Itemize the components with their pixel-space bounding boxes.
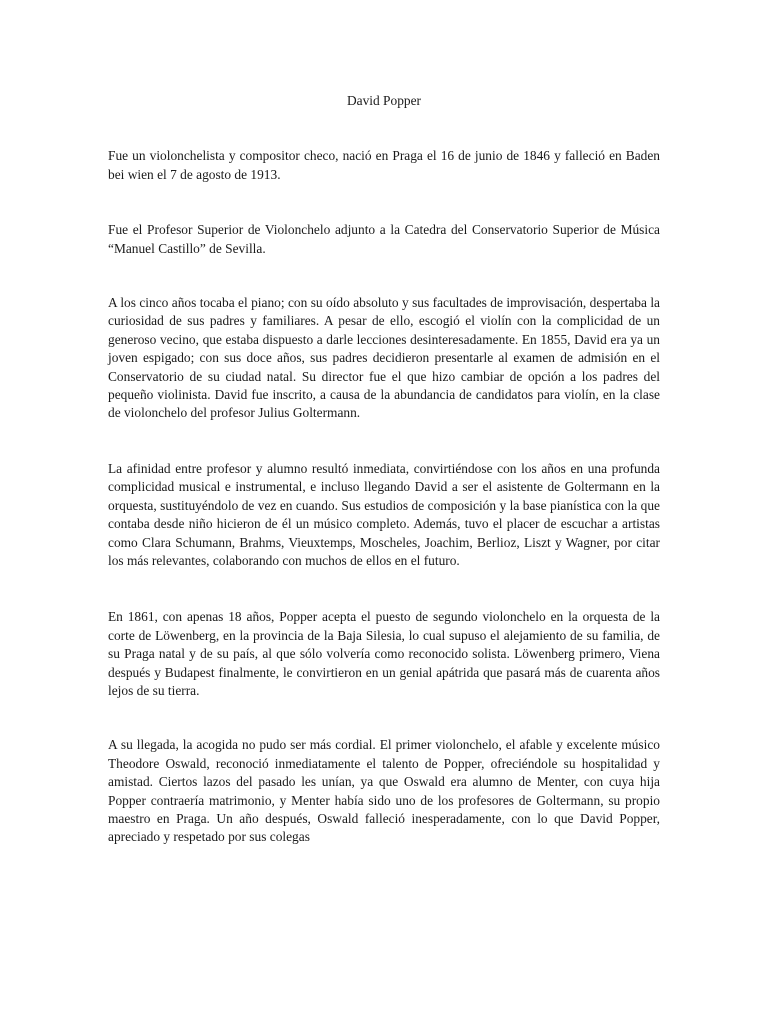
paragraph-professorship: Fue el Profesor Superior de Violonchelo adjunto a la Catedra del Conservatorio Superior de Música “Manuel Castillo” de Sevilla. [108,222,660,256]
document-title: David Popper [346,93,421,108]
paragraph-childhood: A los cinco años tocaba el piano; con su oído absoluto y sus facultades de improvisación, despertaba la curiosidad de sus padres y familiares. A pesar de ello, escogió el violín con la complicidad de un generoso vecino, que estaba dispuesto a darle lecciones desinteresadamente. En 1855, David era ya un joven espigado; con sus doce años, sus padres decidieron presentarle al examen de admisión en el Conservatorio de su ciudad natal. Su director fue el que hizo cambiar de opción a los padres del pequeño violinista. David fue inscrito, a causa de la abundancia de candidatos para violín, en la clase de violonchelo del profesor Julius Goltermann. [108,295,660,421]
paragraph-intro: Fue un violonchelista y compositor checo, nació en Praga el 16 de junio de 1846 y falleció en Baden bei wien el 7 de agosto de 1913. [108,148,660,182]
paragraph-lowenberg: En 1861, con apenas 18 años, Popper acepta el puesto de segundo violonchelo en la orquesta de la corte de Löwenberg, en la provincia de la Baja Silesia, lo cual supuso el alejamiento de su familia, de su Praga natal y de su país, al que sólo volvería como reconocido solista. Löwenberg primero, Viena después y Budapest finalmente, le convirtieron en un genial apátrida que pasará más de cuarenta años lejos de su tierra. [108,609,660,698]
paragraph-goltermann: La afinidad entre profesor y alumno resultó inmediata, convirtiéndose con los años en una profunda complicidad musical e instrumental, e incluso llegando David a ser el asistente de Goltermann en la orquesta, sustituyéndolo de vez en cuando. Sus estudios de composición y la base pianística con la que contaba desde niño hicieron de él un músico completo. Además, tuvo el placer de escuchar a artistas como Clara Schumann, Brahms, Vieuxtemps, Moscheles, Joachim, Berlioz, Liszt y Wagner, por citar los más relevantes, colaborando con muchos de ellos en el futuro. [108,460,660,568]
paragraph-oswald: A su llegada, la acogida no pudo ser más cordial. El primer violonchelo, el afable y excelente músico Theodore Oswald, reconoció inmediatamente el talento de Popper, ofreciéndole su hospitalidad y amistad. Ciertos lazos del pasado les unían, ya que Oswald era alumno de Menter, con cuya hija Popper contraería matrimonio, y Menter había sido uno de los profesores de Goltermann, su propio maestro en Praga. Un año después, Oswald falleció inesperadamente, con lo que David Popper, apreciado y respetado por sus colegas [108,737,660,845]
